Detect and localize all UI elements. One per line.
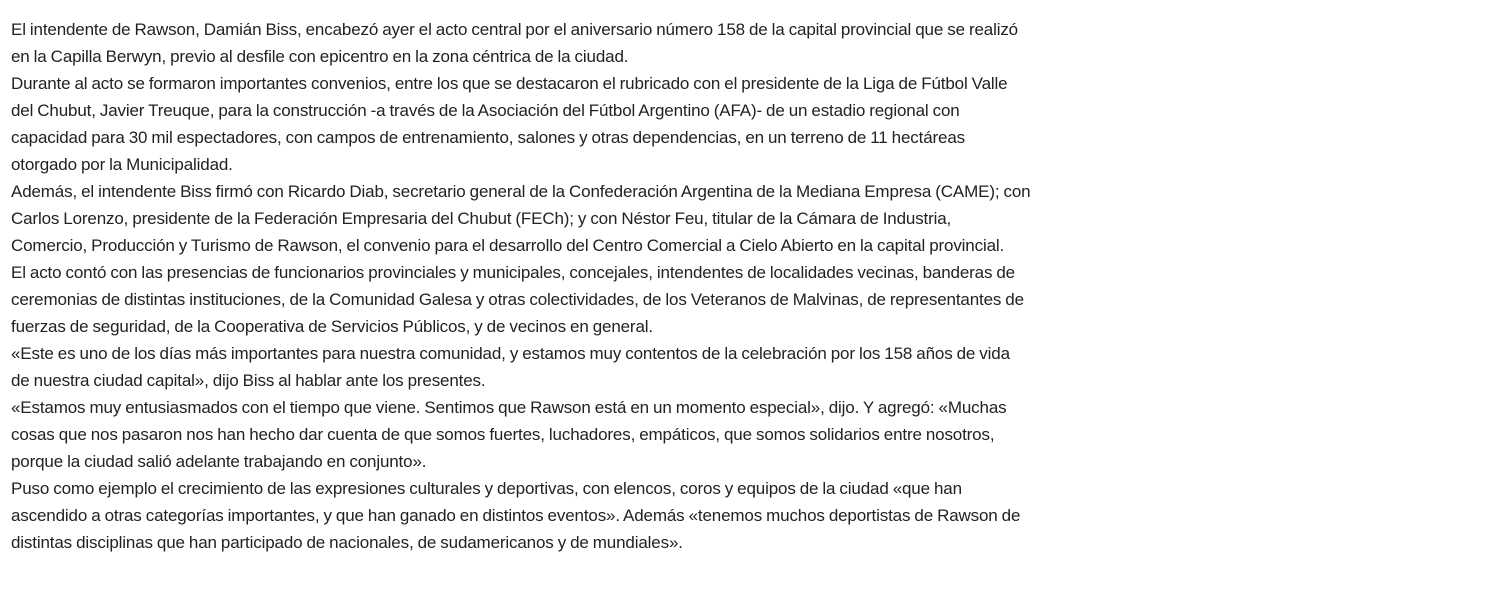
article-paragraph: Durante al acto se formaron importantes convenios, entre los que se destacaron el rubricado con el presidente de la Liga de Fútbol Valle del Chubut, Javier Treuque, para la construcción -a través de la Asociación del Fútbol Argentino (AFA)- de un estadio regional con capacidad para 30 mil espectadores, con campos de entrenamiento, salones y otras dependencias, en un terreno de 11 hectáreas otorgado por la Municipalidad. <box>11 74 1008 174</box>
article-paragraph: El acto contó con las presencias de funcionarios provinciales y municipales, concejales, intendentes de localidades vecinas, banderas de ceremonias de distintas instituciones, de la Comunidad Galesa y otras colectividades, de los Veteranos de Malvinas, de representantes de fuerzas de seguridad, de la Cooperativa de Servicios Públicos, y de vecinos en general. <box>11 263 1024 336</box>
article-paragraph: El intendente de Rawson, Damián Biss, encabezó ayer el acto central por el aniversario número 158 de la capital provincial que se realizó en la Capilla Berwyn, previo al desfile con epicentro en la zona céntrica de la ciudad. <box>11 20 1018 66</box>
article-paragraph: Puso como ejemplo el crecimiento de las expresiones culturales y deportivas, con elencos, coros y equipos de la ciudad «que han ascendido a otras categorías importantes, y que han ganado en distintos eventos». Además «tenemos muchos deportistas de Rawson de distintas disciplinas que han participado de nacionales, de sudamericanos y de mundiales». <box>11 479 1021 552</box>
article-paragraph: «Estamos muy entusiasmados con el tiempo que viene. Sentimos que Rawson está en un momento especial», dijo. Y agregó: «Muchas cosas que nos pasaron nos han hecho dar cuenta de que somos fuertes, luchadores, empáticos, que somos solidarios entre nosotros, porque la ciudad salió adelante trabajando en conjunto». <box>11 398 1007 471</box>
article-paragraph: Además, el intendente Biss firmó con Ricardo Diab, secretario general de la Confederación Argentina de la Mediana Empresa (CAME); con Carlos Lorenzo, presidente de la Federación Empresaria del Chubut (FECh); y con Néstor Feu, titular de la Cámara de Industria, Comercio, Producción y Turismo de Rawson, el convenio para el desarrollo del Centro Comercial a Cielo Abierto en la capital provincial. <box>11 182 1031 255</box>
article-paragraph: «Este es uno de los días más importantes para nuestra comunidad, y estamos muy contentos de la celebración por los 158 años de vida de nuestra ciudad capital», dijo Biss al hablar ante los presentes. <box>11 344 1010 390</box>
article-body <box>11 16 1031 556</box>
